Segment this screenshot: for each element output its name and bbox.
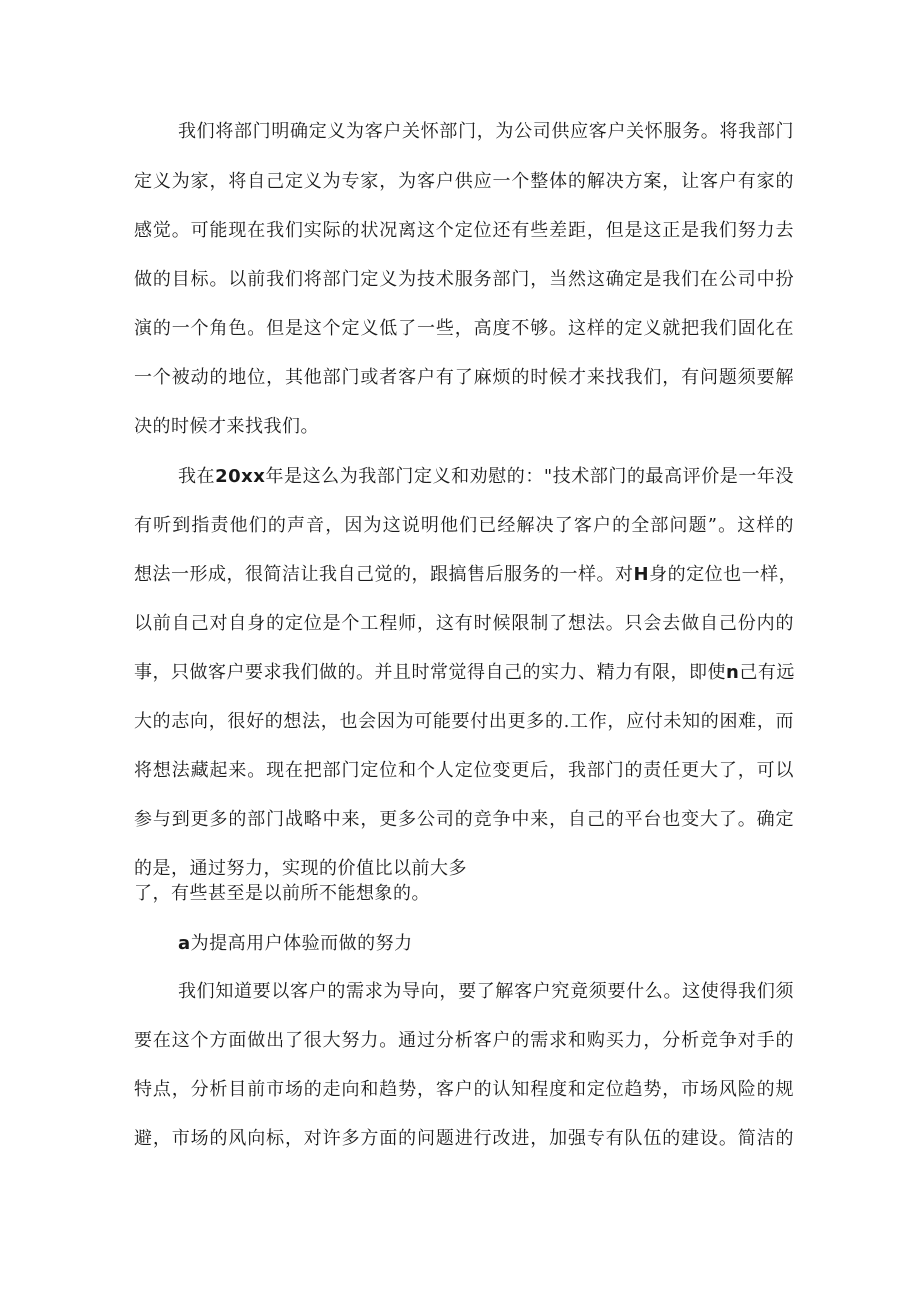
paragraph-1-line-1: 我们将部门明确定义为客户关怀部门，为公司供应客户关怀服务。将我部门	[178, 121, 794, 142]
paragraph-1-line-2: 定义为家，将自己定义为专家，为客户供应一个整体的解决方案，让客户有家的	[134, 171, 794, 192]
paragraph-2-line-7: 将想法藏起来。现在把部门定位和个人定位变更后，我部门的责任更大了，可以	[134, 760, 794, 781]
paragraph-1-line-6: 一个被动的地位，其他部门或者客户有了麻烦的时候才来找我们，有问题须要解	[134, 367, 794, 388]
paragraph-3-line-3: 特点，分析目前市场的走向和趋势，客户的认知程度和定位趋势，市场风险的规	[134, 1079, 794, 1100]
paragraph-2-line-1: 我在20xx年是这么为我部门定义和劝慰的："技术部门的最高评价是一年没	[178, 466, 794, 487]
paragraph-1-line-7: 决的时候才来找我们。	[134, 416, 319, 437]
paragraph-2-line-3: 想法一形成，很简洁让我自己觉的，跟搞售后服务的一样。对H身的定位也一样，	[134, 564, 798, 585]
paragraph-2-line-5: 事，只做客户要求我们做的。并且时常觉得自己的实力、精力有限，即使n己有远	[134, 662, 795, 683]
paragraph-2-line-2: 有听到指责他们的声音，因为这说明他们已经解决了客户的全部问题”。这样的	[134, 515, 794, 536]
paragraph-1-line-3: 感觉。可能现在我们实际的状况离这个定位还有些差距，但是这正是我们努力去	[134, 220, 794, 241]
paragraph-3-line-4: 避，市场的风向标，对许多方面的问题进行改进，加强专有队伍的建设。简洁的	[134, 1128, 794, 1149]
paragraph-1-line-5: 演的一个角色。但是这个定义低了一些，高度不够。这样的定义就把我们固化在	[134, 318, 794, 339]
paragraph-2-line-9: 的是，通过努力，实现的价值比以前大多	[134, 858, 467, 879]
paragraph-1-line-4: 做的目标。以前我们将部门定义为技术服务部门，当然这确定是我们在公司中扮	[134, 269, 794, 290]
paragraph-2-line-4: 以前自己对自身的定位是个工程师，这有时候限制了想法。只会去做自己份内的	[134, 613, 794, 634]
paragraph-2-line-10: 了，有些甚至是以前所不能想象的。	[134, 883, 430, 904]
section-heading: a为提高用户体验而做的努力	[178, 933, 413, 954]
paragraph-3-line-2: 要在这个方面做出了很大努力。通过分析客户的需求和购买力，分析竞争对手的	[134, 1030, 794, 1051]
paragraph-2-line-6: 大的志向，很好的想法，也会因为可能要付出更多的.工作，应付未知的困难，而	[134, 711, 794, 732]
paragraph-3-line-1: 我们知道要以客户的需求为导向，要了解客户究竟须要什么。这使得我们须	[178, 981, 794, 1002]
paragraph-2-line-8: 参与到更多的部门战略中来，更多公司的竞争中来，自己的平台也变大了。确定	[134, 809, 794, 830]
